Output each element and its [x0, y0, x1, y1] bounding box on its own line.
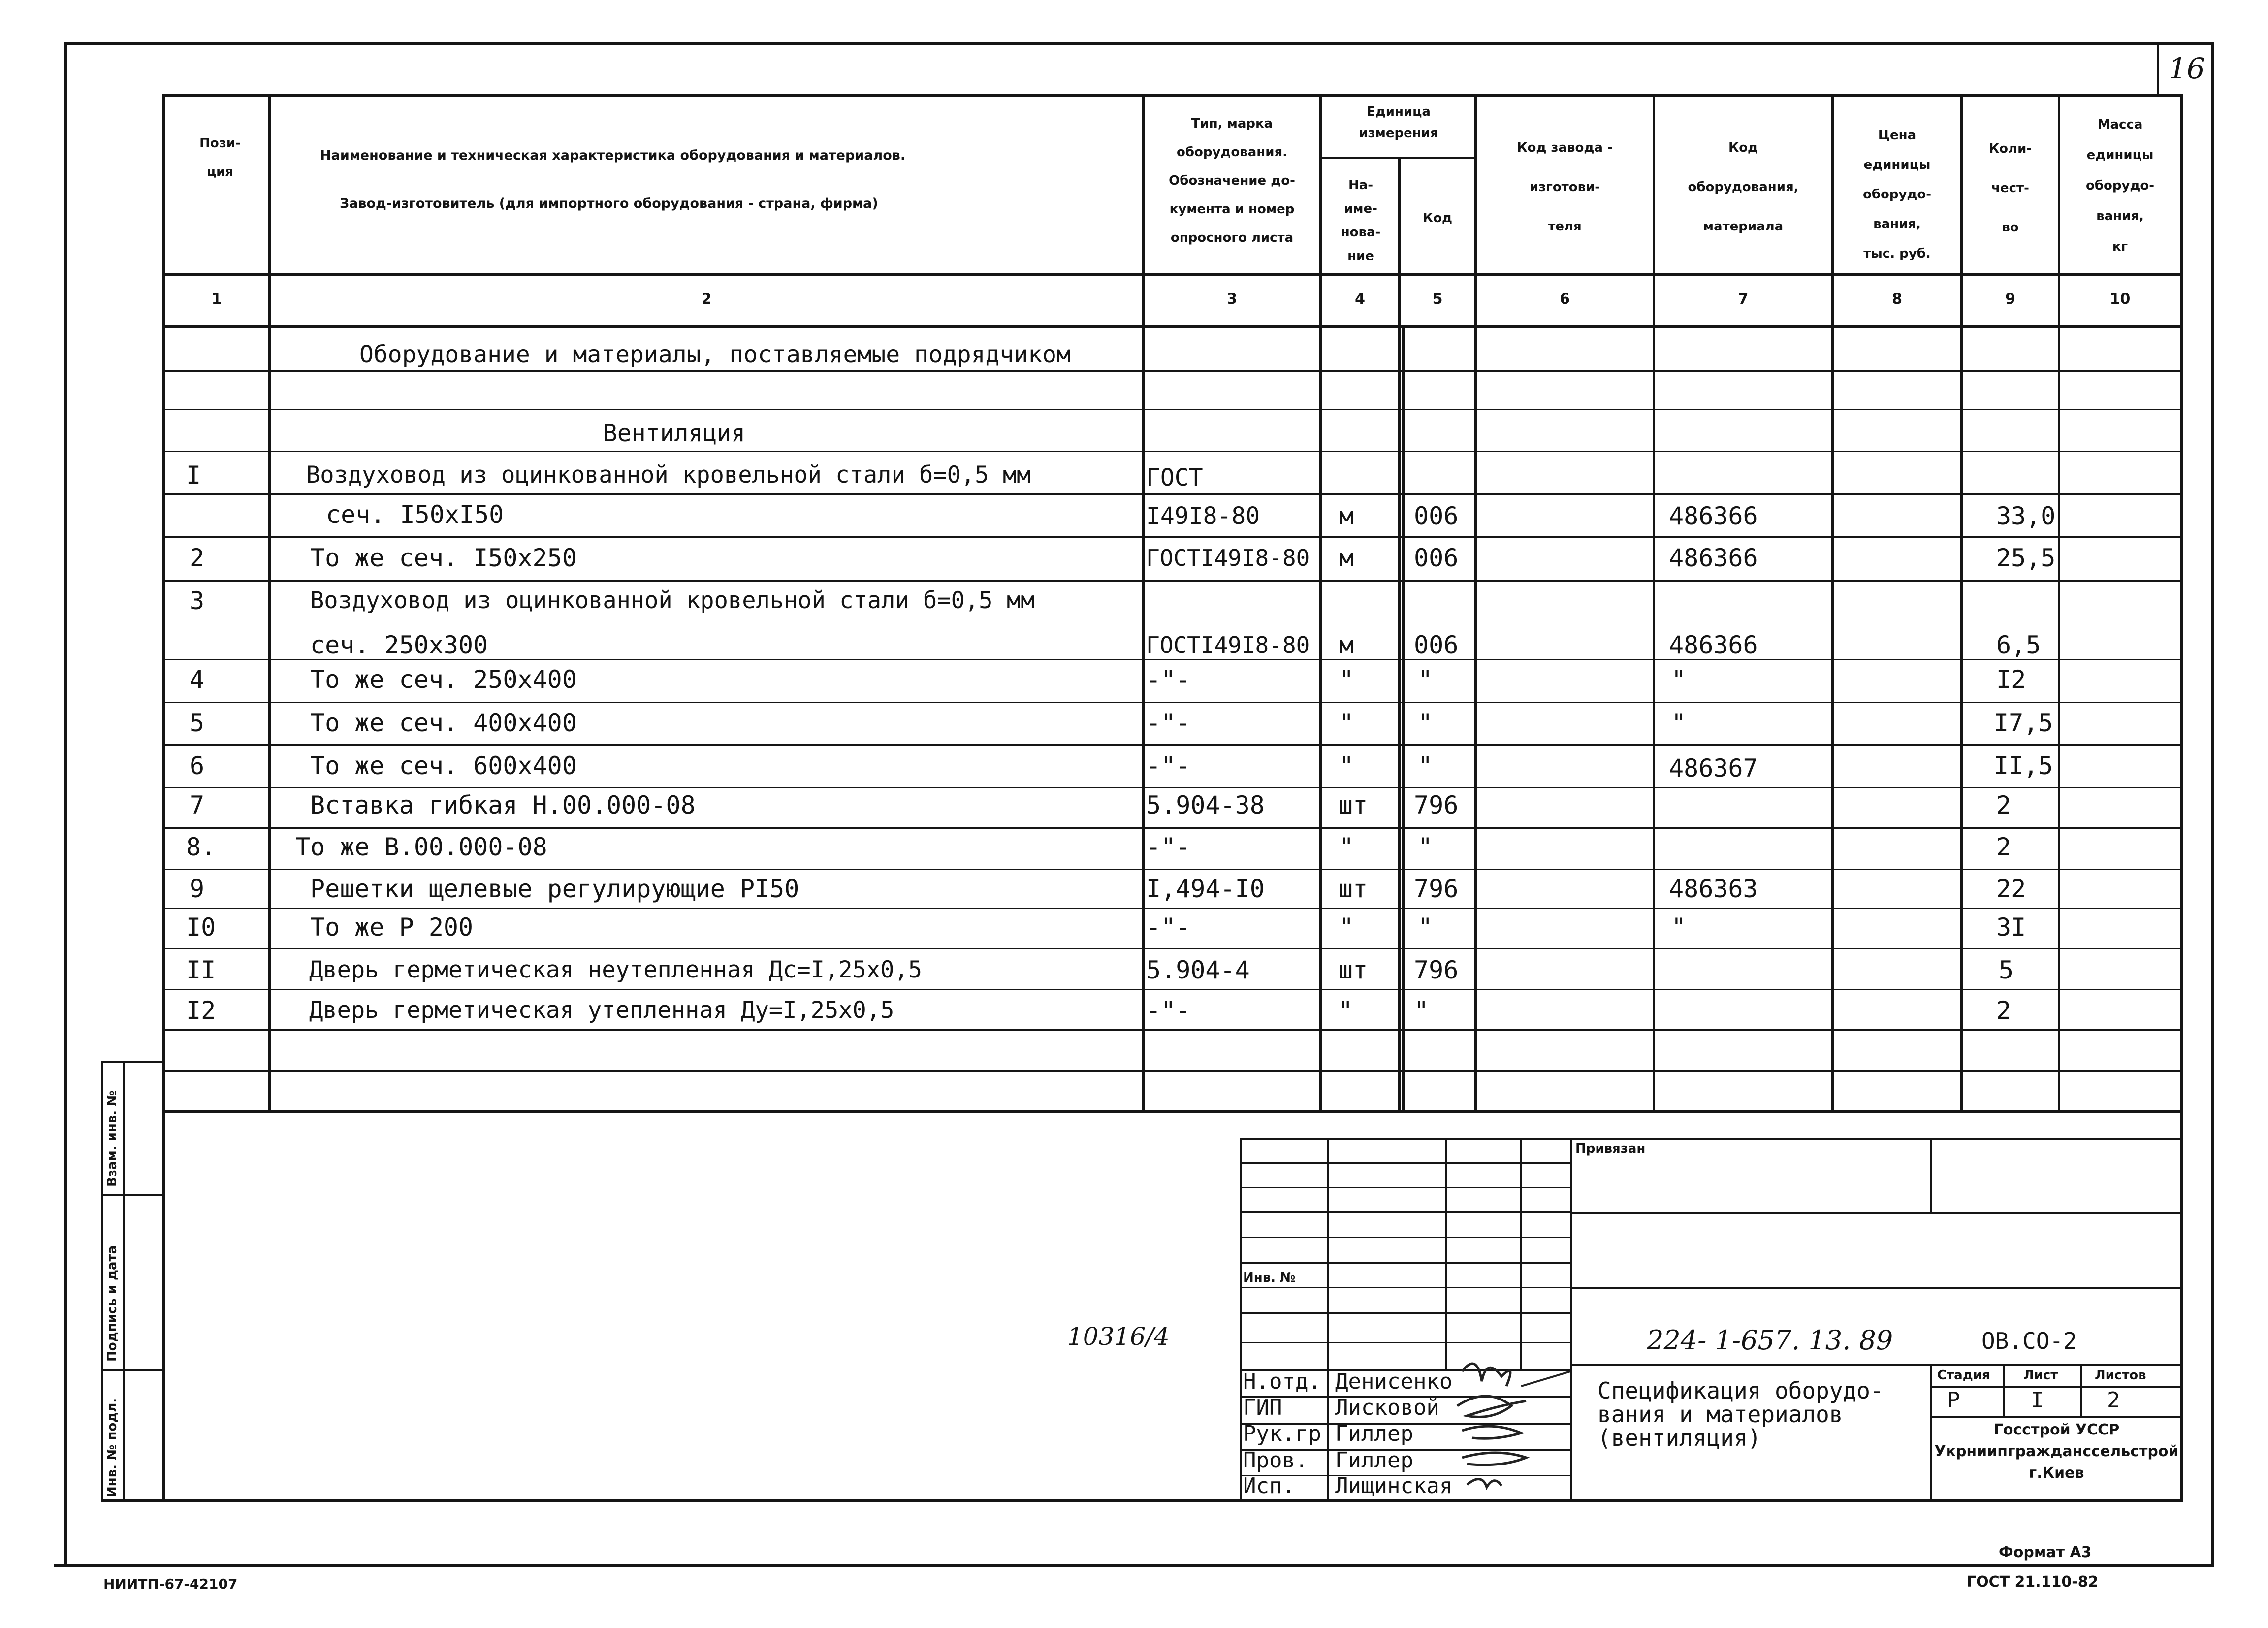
- row-line: [162, 409, 2181, 410]
- col-line-4b: [1402, 327, 1405, 1113]
- row-line: [162, 948, 2181, 949]
- tb-inner-row: [1241, 1162, 1570, 1164]
- cell-equip-code: ": [1671, 709, 1687, 737]
- cell-qty: 5: [1999, 956, 2014, 984]
- column-number: 9: [2005, 291, 2015, 308]
- row-line: [162, 1029, 2181, 1031]
- row-line: [162, 989, 2181, 990]
- colnum-bottom-line: [162, 325, 2181, 328]
- tb-stage-row: [1930, 1386, 2181, 1388]
- cell-name: Решетки щелевые регулирующие PI50: [310, 875, 799, 903]
- cell-code: 796: [1414, 875, 1459, 903]
- cell-pos: 4: [190, 665, 205, 694]
- row-line: [162, 536, 2181, 538]
- cell-type: 5.904-4: [1146, 956, 1250, 984]
- row-line: [162, 908, 2181, 909]
- role-label: Пров.: [1243, 1448, 1309, 1473]
- cell-type: ГОСТI49I8-80: [1146, 632, 1310, 658]
- row-line: [162, 370, 2181, 372]
- doc-code: 224- 1-657. 13. 89: [1647, 1325, 1893, 1356]
- cell-type: -"-: [1146, 709, 1191, 737]
- role-name: Лисковой: [1335, 1395, 1439, 1420]
- tb-col-3: [1520, 1138, 1522, 1369]
- cell-name: сеч. 250x300: [310, 631, 488, 659]
- privyazan-label: Привязан: [1575, 1141, 1646, 1156]
- header-col10: Масса единицы оборудо- вания, кг: [2085, 117, 2155, 254]
- row-line: [162, 451, 2181, 452]
- row-line: [162, 827, 2181, 829]
- role-label: Исп.: [1243, 1473, 1295, 1498]
- cell-type: 5.904-38: [1146, 791, 1265, 819]
- cell-qty: I7,5: [1994, 709, 2053, 737]
- cell-equip-code: 486363: [1669, 875, 1758, 903]
- cell-code: ": [1414, 996, 1429, 1025]
- tb-inner-row: [1241, 1211, 1570, 1213]
- cell-name: То же сеч. I50x250: [310, 544, 577, 572]
- doc-title: Спецификация оборудо- вания и материалов (вентиляция): [1597, 1377, 1884, 1451]
- subsection-title: Вентиляция: [603, 420, 745, 447]
- cell-unit: шт: [1338, 875, 1368, 903]
- inner-frame-bottom: [101, 1499, 2183, 1502]
- sheet-corner-number: 16: [2169, 52, 2205, 85]
- side-stamp-podpis: Подпись и дата: [105, 1245, 120, 1362]
- row-line: [162, 744, 2181, 746]
- cell-equip-code: 486366: [1669, 631, 1758, 659]
- tb-inner-row: [1241, 1187, 1570, 1188]
- column-number: 7: [1738, 291, 1749, 308]
- cell-type: ГОСТI49I8-80: [1146, 545, 1310, 571]
- cell-code: 006: [1414, 631, 1459, 659]
- cell-unit: м: [1339, 544, 1354, 572]
- col-line-6: [1653, 94, 1655, 1113]
- role-name: Гиллер: [1335, 1448, 1413, 1473]
- header-col2-line1: Наименование и техническая характеристика оборудования и материалов.: [320, 148, 906, 163]
- cell-code: 006: [1414, 544, 1459, 572]
- table-bottom-line: [162, 1110, 2181, 1113]
- tb-inner-row: [1241, 1312, 1570, 1314]
- row-line: [162, 702, 2181, 703]
- cell-qty: 6,5: [1996, 631, 2041, 659]
- cell-name: То же В.00.000-08: [295, 833, 547, 861]
- cell-pos: 6: [190, 751, 205, 780]
- corner-box-left: [2157, 44, 2159, 96]
- cell-type: -"-: [1146, 913, 1191, 942]
- cell-qty: I2: [1996, 665, 2026, 694]
- cell-unit: ": [1339, 913, 1354, 942]
- cell-qty: 2: [1996, 833, 2012, 861]
- cell-equip-code: ": [1671, 665, 1687, 694]
- cell-code: ": [1418, 913, 1433, 942]
- column-number: 6: [1560, 291, 1570, 308]
- cell-name: Вставка гибкая Н.00.000-08: [310, 791, 696, 819]
- col-line-5: [1474, 94, 1477, 1113]
- sheets-label: Листов: [2095, 1368, 2146, 1383]
- tb-inner-row: [1241, 1287, 1570, 1288]
- side-stamp-top: [101, 1061, 165, 1063]
- row-line: [162, 580, 2181, 582]
- header-unit-group: Единица измерения: [1359, 104, 1438, 141]
- column-number: 3: [1227, 291, 1237, 308]
- title-block-left: [1240, 1138, 1242, 1502]
- cell-qty: 22: [1996, 875, 2026, 903]
- cell-name: Воздуховод из оцинкованной кровельной стали б=0,5 мм: [306, 461, 1031, 488]
- sheets-value: 2: [2107, 1388, 2120, 1413]
- tb-stage-col1: [2003, 1364, 2005, 1416]
- cell-code: 796: [1414, 956, 1459, 984]
- cell-type: -"-: [1146, 751, 1191, 780]
- cell-qty: 3I: [1996, 913, 2026, 942]
- side-stamp-div2: [101, 1369, 165, 1371]
- cell-unit: ": [1339, 709, 1354, 737]
- cell-code: ": [1418, 709, 1433, 737]
- cell-code: ": [1418, 751, 1433, 780]
- cell-name: То же сеч. 400x400: [310, 709, 577, 737]
- cell-pos: I: [186, 461, 201, 489]
- cell-name: Дверь герметическая неутепленная Дс=I,25x0,5: [309, 956, 923, 983]
- header-col3: Тип, марка оборудования. Обозначение до- кумента и номер опросного листа: [1169, 116, 1295, 245]
- org-block: Госстрой УССР Укрниипгражданссельстрой г.Киев: [1934, 1421, 2179, 1482]
- row-line: [162, 493, 2181, 495]
- cell-code: ": [1418, 833, 1433, 861]
- cell-type: -"-: [1146, 665, 1191, 694]
- header-col1: Пози- ция: [199, 136, 241, 179]
- cell-code: ": [1418, 665, 1433, 694]
- role-name: Гиллер: [1335, 1421, 1413, 1446]
- side-stamp-left: [101, 1061, 103, 1502]
- gost-label: ГОСТ 21.110-82: [1967, 1573, 2099, 1591]
- cell-pos: 7: [190, 791, 205, 819]
- stage-label: Стадия: [1937, 1368, 1990, 1383]
- cell-equip-code: 486366: [1669, 544, 1758, 572]
- cell-equip-code: 486366: [1669, 502, 1758, 530]
- tb-col-1: [1327, 1138, 1329, 1502]
- cell-code: 796: [1414, 791, 1459, 819]
- role-name: Денисенко: [1335, 1369, 1453, 1394]
- header-col7: Код оборудования, материала: [1688, 140, 1799, 234]
- tb-right-row1: [1570, 1212, 2181, 1214]
- cell-qty: 2: [1996, 996, 2012, 1025]
- format-label: Формат А3: [1999, 1544, 2092, 1561]
- column-number: 1: [211, 291, 222, 308]
- header-col9: Коли- чест- во: [1988, 141, 2032, 235]
- stage-value: Р: [1947, 1388, 1960, 1413]
- cell-equip-code: ": [1671, 913, 1687, 942]
- unit-group-line: [1319, 157, 1477, 159]
- title-block-top: [1241, 1138, 2181, 1140]
- sheet-code: ОВ.СО-2: [1981, 1328, 2077, 1354]
- header-col8: Цена единицы оборудо- вания, тыс. руб.: [1862, 128, 1932, 261]
- tb-privyazan-divider: [1930, 1138, 1932, 1214]
- cell-pos: 5: [190, 709, 205, 737]
- cell-name: То же сеч. 250x400: [310, 665, 577, 694]
- signatures-scribble: [1447, 1352, 1575, 1499]
- cell-unit: ": [1339, 833, 1354, 861]
- cell-unit: м: [1339, 502, 1354, 530]
- header-col6: Код завода - изготови- теля: [1517, 140, 1613, 234]
- column-number: 2: [701, 291, 712, 308]
- tb-stage-col2: [2080, 1364, 2082, 1416]
- tb-stage-left: [1930, 1364, 1932, 1502]
- cell-name: Воздуховод из оцинкованной кровельной стали б=0,5 мм: [310, 587, 1035, 614]
- handwritten-number: 10316/4: [1067, 1322, 1170, 1351]
- header-bottom-line: [162, 273, 2181, 276]
- inner-frame-top: [162, 94, 2181, 97]
- cell-unit: шт: [1338, 956, 1368, 984]
- column-number: 5: [1432, 291, 1443, 308]
- sheet-label: Лист: [2023, 1368, 2058, 1383]
- cell-pos: II: [186, 956, 216, 984]
- cell-pos: 9: [190, 875, 205, 903]
- cell-pos: 2: [190, 544, 205, 572]
- tb-inner-row: [1241, 1262, 1570, 1264]
- cell-name: сеч. I50xI50: [326, 500, 504, 529]
- side-stamp-vzam: Взам. инв. №: [105, 1090, 120, 1187]
- outer-frame-bottom: [54, 1564, 2214, 1567]
- section-title: Оборудование и материалы, поставляемые подрядчиком: [359, 341, 1071, 368]
- cell-pos: 3: [190, 586, 205, 615]
- outer-frame-top: [64, 42, 2214, 45]
- inv-label: Инв. №: [1243, 1270, 1296, 1285]
- column-number: 8: [1892, 291, 1902, 308]
- cell-type: ГОСТ: [1146, 464, 1203, 491]
- inner-frame-right: [2180, 94, 2183, 1502]
- role-label: Н.отд.: [1243, 1369, 1321, 1394]
- header-col5: Код: [1422, 211, 1453, 226]
- side-stamp-mid: [123, 1061, 125, 1502]
- cell-type: I49I8-80: [1146, 502, 1260, 530]
- sheet-value: I: [2031, 1388, 2044, 1413]
- cell-qty: 25,5: [1996, 544, 2056, 572]
- role-label: Рук.гр: [1243, 1421, 1321, 1446]
- cell-unit: шт: [1338, 791, 1368, 819]
- header-col2-line2: Завод-изготовитель (для импортного оборудования - страна, фирма): [340, 196, 878, 211]
- row-line: [162, 787, 2181, 788]
- cell-equip-code: 486367: [1669, 754, 1758, 782]
- cell-unit: ": [1338, 996, 1353, 1025]
- cell-qty: 33,0: [1996, 502, 2056, 530]
- cell-qty: II,5: [1994, 751, 2053, 780]
- outer-frame-right: [2211, 42, 2214, 1567]
- cell-pos: I0: [186, 913, 216, 942]
- tb-stage-row2: [1930, 1416, 2181, 1418]
- cell-pos: 8.: [186, 833, 216, 861]
- role-label: ГИП: [1243, 1395, 1282, 1420]
- cell-unit: ": [1339, 751, 1354, 780]
- left-footer-stamp: НИИТП-67-42107: [103, 1576, 238, 1592]
- cell-code: 006: [1414, 502, 1459, 530]
- tb-col-2: [1445, 1138, 1447, 1369]
- cell-pos: I2: [186, 996, 216, 1025]
- column-number: 4: [1355, 291, 1365, 308]
- cell-qty: 2: [1996, 791, 2012, 819]
- cell-name: То же сеч. 600x400: [310, 751, 577, 780]
- cell-type: -"-: [1146, 996, 1191, 1025]
- row-line: [162, 869, 2181, 870]
- col-line-1: [268, 94, 271, 1113]
- column-number: 10: [2109, 291, 2131, 308]
- cell-type: -"-: [1146, 833, 1191, 861]
- tb-inner-row: [1241, 1342, 1570, 1343]
- cell-unit: м: [1339, 631, 1354, 659]
- side-stamp-inv: Инв. № подл.: [105, 1398, 120, 1497]
- cell-name: Дверь герметическая утепленная Ду=I,25x0,5: [309, 997, 894, 1024]
- cell-unit: ": [1339, 665, 1354, 694]
- cell-name: То же Р 200: [310, 913, 474, 942]
- cell-type: I,494-I0: [1146, 875, 1265, 903]
- role-name: Лищинская: [1335, 1473, 1453, 1498]
- side-stamp-div1: [101, 1194, 165, 1196]
- tb-right-row2: [1570, 1287, 2181, 1289]
- row-line: [162, 1070, 2181, 1072]
- tb-inner-row: [1241, 1237, 1570, 1238]
- tb-right-row3: [1570, 1364, 2181, 1366]
- header-col4: На- име- нова- ние: [1341, 178, 1381, 263]
- outer-frame-left: [64, 42, 67, 1567]
